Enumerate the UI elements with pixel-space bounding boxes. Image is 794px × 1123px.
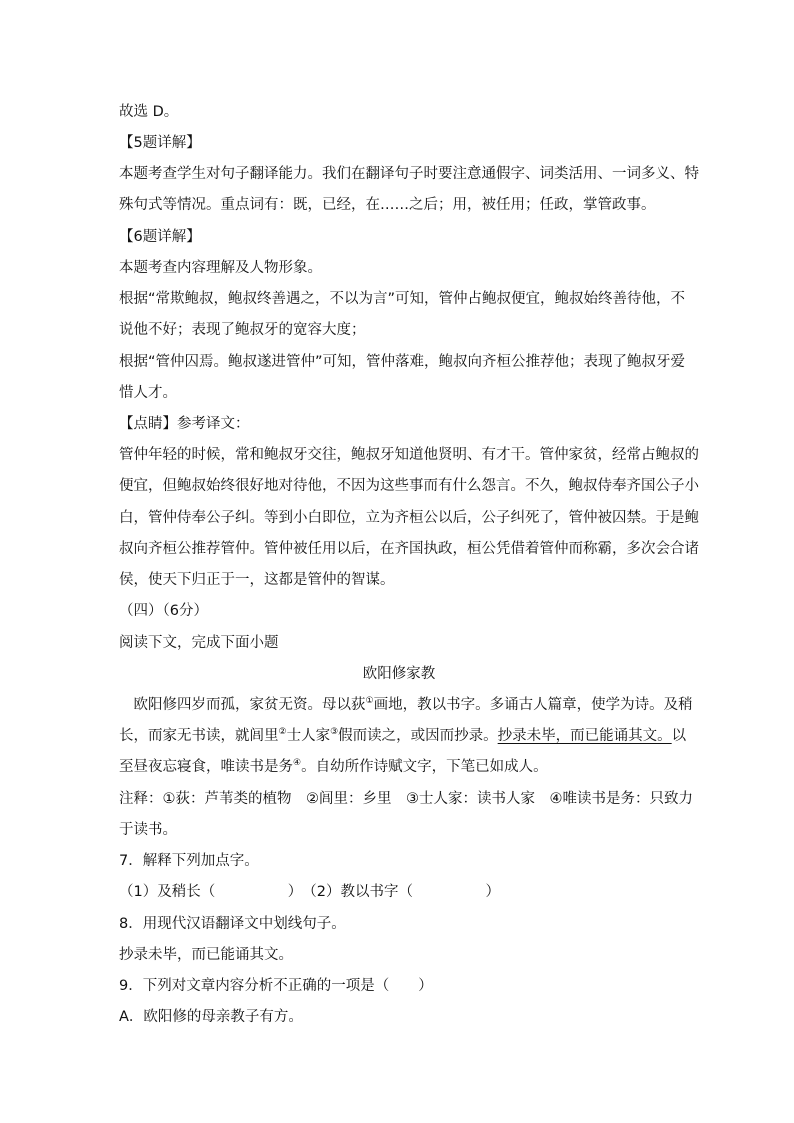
question-7: 7．解释下列加点字。 [119,853,259,869]
passage-title: 欧阳修家教 [362,666,436,682]
q5-text-line-1: 本题考查学生对句子翻译能力。我们在翻译句子时要注意通假字、词类活用、一词多义、特 [119,166,699,182]
q6-text-line-4: 根据“管仲囚焉。鲍叔遂进管仲”可知，管仲落难，鲍叔向齐桓公推荐他；表现了鲍叔牙爱 [119,354,686,370]
q5-text-line-2: 殊句式等情况。重点词有：既，已经，在……之后；用，被任用；任政，掌管政事。 [119,197,656,213]
passage-line-3 [119,758,679,776]
translation-heading: 【点睛】参考译文： [119,416,250,432]
section-four-heading: （四）（6分） [119,603,208,619]
passage-text: 以 [671,728,687,744]
q6-text-line-2: 根据“常欺鲍叔，鲍叔终善遇之，不以为言”可知，管仲占鲍叔便宜，鲍叔始终善待他，不 [119,291,686,307]
passage-text: 至昼夜忘寝食，唯读书是务 [119,759,293,775]
passage-text: 士人家 [286,728,331,744]
passage-text: 。自幼所作诗赋文字，下笔已如成人。 [301,759,548,775]
question-7-items: （1）及稍长（ ） （2）教以书字（ ） [119,884,500,900]
footnote-marker-4: ④ [293,758,302,769]
answer-line: 故选 D。 [119,104,179,120]
translation-line-3: 白，管仲侍奉公子纠。等到小白即位，立为齐桓公以后，公子纠死了，管仲被囚禁。于是鲍 [119,510,699,526]
q6-text-line-3: 说他不好；表现了鲍叔牙的宽容大度； [119,322,366,338]
question-9-option-a: A．欧阳修的母亲教子有方。 [119,1009,303,1025]
reading-instruction: 阅读下文，完成下面小题 [119,635,279,651]
question-8: 8．用现代汉语翻译文中划线句子。 [119,916,346,932]
footnote-marker-2: ② [278,727,287,738]
question-9: 9．下列对文章内容分析不正确的一项是（ ） [119,978,433,994]
notes-line-2: 于读书。 [119,822,177,838]
passage-text: 欧阳修四岁而孤，家贫无资。母以荻 [119,697,366,713]
footnote-marker-3: ③ [330,727,339,738]
q6-text-line-5: 惜人才。 [119,385,177,401]
q6-text-line-1: 本题考查内容理解及人物形象。 [119,260,322,276]
q6-heading: 【6题详解】 [119,229,201,245]
underlined-sentence: 抄录未毕，而已能诵其文。 [497,728,672,744]
translation-line-4: 叔向齐桓公推荐管仲。管仲被任用以后，在齐国执政，桓公凭借着管仲而称霸，多次会合诸 [119,541,699,557]
footnote-marker-1: ① [365,696,374,707]
passage-text: 长，而家无书读，就闾里 [119,728,279,744]
notes-line-1: 注释：①荻：芦苇类的植物 ②闾里：乡里 ③士人家：读书人家 ④唯读书是务：只致力 [119,791,693,807]
passage-line-1 [119,696,693,714]
passage-text: 假而读之，或因而抄录。 [338,728,498,744]
translation-line-2: 便宜，但鲍叔始终很好地对待他，不因为这些事而有什么怨言。不久，鲍叔侍奉齐国公子小 [119,478,699,494]
q5-heading: 【5题详解】 [119,135,201,151]
passage-text: 画地，教以书字。多诵古人篇章，使学为诗。及稍 [373,697,693,713]
passage-line-2 [119,727,687,745]
question-8-sentence: 抄录未毕，而已能诵其文。 [119,947,293,963]
translation-line-1: 管仲年轻的时候，常和鲍叔牙交往，鲍叔牙知道他贤明、有才干。管仲家贫，经常占鲍叔的 [119,447,699,463]
translation-line-5: 侯，使天下归正于一，这都是管仲的智谋。 [119,572,395,588]
